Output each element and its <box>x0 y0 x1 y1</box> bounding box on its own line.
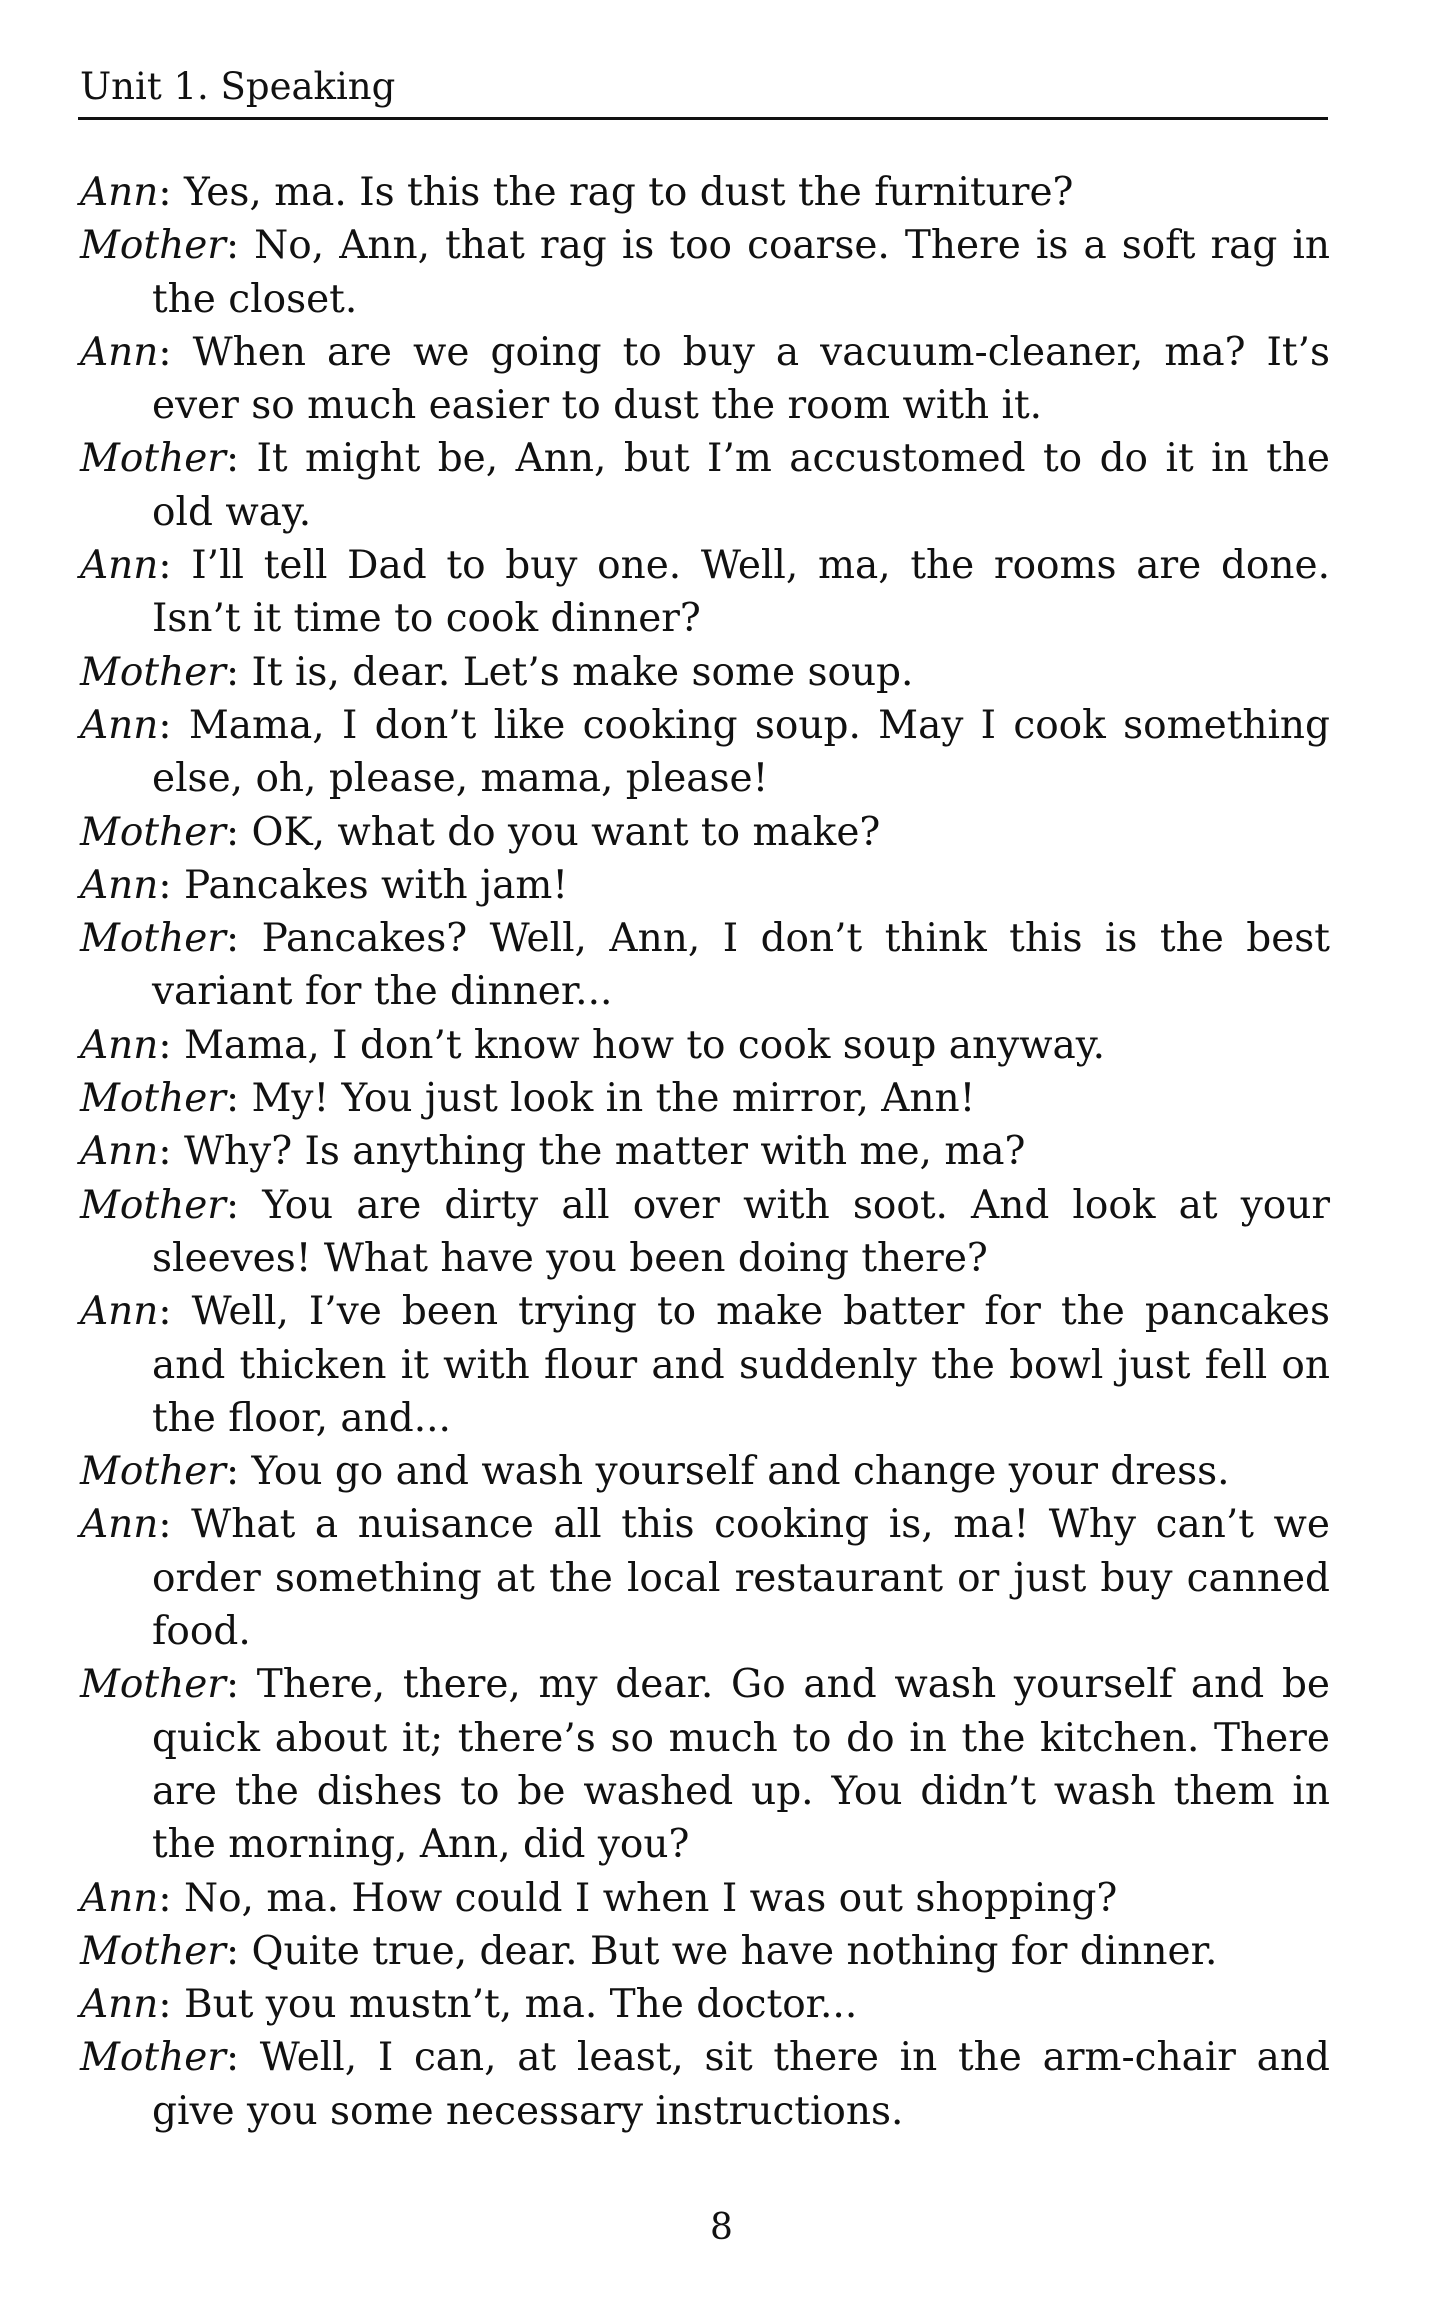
speaker-name: Mother <box>80 2035 226 2081</box>
dialogue-line: Mother: It is, dear. Let’s make some soup. <box>80 649 914 695</box>
running-header: Unit 1. Speaking <box>80 65 396 108</box>
dialogue-line: Mother: Pancakes? Well, Ann, I don’t think this is the best variant for the dinner... <box>80 916 1330 1015</box>
dialogue <box>80 166 1330 2138</box>
dialogue-line: Ann: What a nuisance all this cooking is, ma! Why can’t we order something at the local restaurant or just buy canned food. <box>80 1502 1330 1655</box>
dialogue-text: There, there, my dear. Go and wash yourself and be quick about it; there’s so much to do in the kitchen. There are the dishes to be washed up. You didn’t wash them in the morning, Ann, did you? <box>152 1662 1330 1868</box>
dialogue-text: You are dirty all over with soot. And look at your sleeves! What have you been doing there? <box>152 1182 1330 1281</box>
dialogue-line: Ann: Mama, I don’t like cooking soup. May I cook something else, oh, please, mama, please! <box>80 702 1330 802</box>
speaker-name: Mother <box>80 436 226 482</box>
dialogue-line: Mother: OK, what do you want to make? <box>80 809 881 855</box>
dialogue-line: Ann: Why? Is anything the matter with me, ma? <box>80 1129 1026 1175</box>
dialogue-line: Ann: When are we going to buy a vacuum-cleaner, ma? It’s ever so much easier to dust the room with it. <box>80 329 1331 429</box>
dialogue-line: Ann: But you mustn’t, ma. The doctor... <box>80 1982 858 2028</box>
dialogue-line: Mother: You are dirty all over with soot. And look at your sleeves! What have you been doing there? <box>80 1182 1330 1281</box>
dialogue-text: It is, dear. Let’s make some soup. <box>251 649 914 695</box>
speaker-name: Ann <box>80 1022 159 1068</box>
dialogue-text: Well, I can, at least, sit there in the arm-chair and give you some necessary instructions. <box>152 2035 1330 2134</box>
dialogue-text: OK, what do you want to make? <box>251 809 881 855</box>
dialogue-text: Quite true, dear. But we have nothing for dinner. <box>251 1928 1218 1974</box>
speaker-name: Mother <box>80 916 226 962</box>
dialogue-line: Mother: My! You just look in the mirror, Ann! <box>80 1076 976 1122</box>
page-number: 8 <box>710 2207 733 2248</box>
dialogue-line: Ann: Pancakes with jam! <box>80 862 569 908</box>
dialogue-text: Mama, I don’t know how to cook soup anyway. <box>183 1022 1106 1068</box>
dialogue-line: Ann: Mama, I don’t know how to cook soup anyway. <box>80 1022 1106 1068</box>
dialogue-text: Pancakes? Well, Ann, I don’t think this is the best variant for the dinner... <box>152 916 1330 1015</box>
dialogue-text: Why? Is anything the matter with me, ma? <box>183 1129 1026 1175</box>
speaker-name: Ann <box>80 1289 159 1335</box>
dialogue-line: Mother: You go and wash yourself and change your dress. <box>80 1449 1230 1495</box>
header-rule <box>78 117 1328 120</box>
speaker-name: Ann <box>80 1875 159 1921</box>
speaker-name: Mother <box>80 1928 226 1974</box>
speaker-name: Mother <box>80 1662 226 1708</box>
dialogue-text: Mama, I don’t like cooking soup. May I cook something else, oh, please, mama, please! <box>152 702 1330 802</box>
dialogue-line: Mother: Well, I can, at least, sit there in the arm-chair and give you some necessary instructions. <box>80 2035 1330 2134</box>
speaker-name: Mother <box>80 1076 226 1122</box>
dialogue-text: Pancakes with jam! <box>183 862 569 908</box>
dialogue-text: It might be, Ann, but I’m accustomed to do it in the old way. <box>152 436 1330 535</box>
dialogue-text: No, ma. How could I when I was out shopping? <box>183 1875 1118 1921</box>
speaker-name: Ann <box>80 329 159 375</box>
speaker-name: Ann <box>80 543 159 589</box>
dialogue-text: But you mustn’t, ma. The doctor... <box>183 1982 858 2028</box>
dialogue-line: Mother: Quite true, dear. But we have nothing for dinner. <box>80 1928 1218 1974</box>
dialogue-line: Ann: I’ll tell Dad to buy one. Well, ma, the rooms are done. Isn’t it time to cook dinner? <box>80 543 1330 642</box>
speaker-name: Ann <box>80 170 159 215</box>
dialogue-line: Mother: No, Ann, that rag is too coarse. There is a soft rag in the closet. <box>80 223 1330 322</box>
speaker-name: Ann <box>80 1129 159 1175</box>
dialogue-line: Mother: There, there, my dear. Go and wash yourself and be quick about it; there’s so much to do in the kitchen. There are the dishes to be washed up. You didn’t wash them in the morning, Ann, did you? <box>80 1662 1330 1868</box>
speaker-name: Ann <box>80 702 159 748</box>
dialogue-text: What a nuisance all this cooking is, ma! Why can’t we order something at the local restaurant or just buy canned food. <box>152 1502 1330 1655</box>
speaker-name: Ann <box>80 1982 159 2028</box>
dialogue-line: Mother: It might be, Ann, but I’m accustomed to do it in the old way. <box>80 436 1330 535</box>
speaker-name: Ann <box>80 1502 159 1548</box>
speaker-name: Ann <box>80 862 159 908</box>
dialogue-line: Ann: Yes, ma. Is this the rag to dust the furniture? <box>80 170 1074 215</box>
speaker-name: Mother <box>80 223 226 269</box>
speaker-name: Mother <box>80 809 226 855</box>
speaker-name: Mother <box>80 1449 226 1495</box>
dialogue-line: Ann: Well, I’ve been trying to make batter for the pancakes and thicken it with flour and suddenly the bowl just fell on the floor, and... <box>80 1289 1330 1441</box>
dialogue-text: You go and wash yourself and change your dress. <box>251 1449 1230 1495</box>
dialogue-text: No, Ann, that rag is too coarse. There is a soft rag in the closet. <box>152 223 1330 322</box>
dialogue-text: Well, I’ve been trying to make batter for the pancakes and thicken it with flour and suddenly the bowl just fell on the floor, and... <box>152 1289 1330 1441</box>
dialogue-text: My! You just look in the mirror, Ann! <box>251 1076 976 1122</box>
speaker-name: Mother <box>80 1182 226 1228</box>
dialogue-text: When are we going to buy a vacuum-cleaner, ma? It’s ever so much easier to dust the room with it. <box>152 329 1331 429</box>
speaker-name: Mother <box>80 649 226 695</box>
dialogue-line: Ann: No, ma. How could I when I was out shopping? <box>80 1875 1118 1921</box>
dialogue-text: Yes, ma. Is this the rag to dust the furniture? <box>183 170 1074 215</box>
dialogue-text: I’ll tell Dad to buy one. Well, ma, the rooms are done. Isn’t it time to cook dinner? <box>152 543 1330 642</box>
